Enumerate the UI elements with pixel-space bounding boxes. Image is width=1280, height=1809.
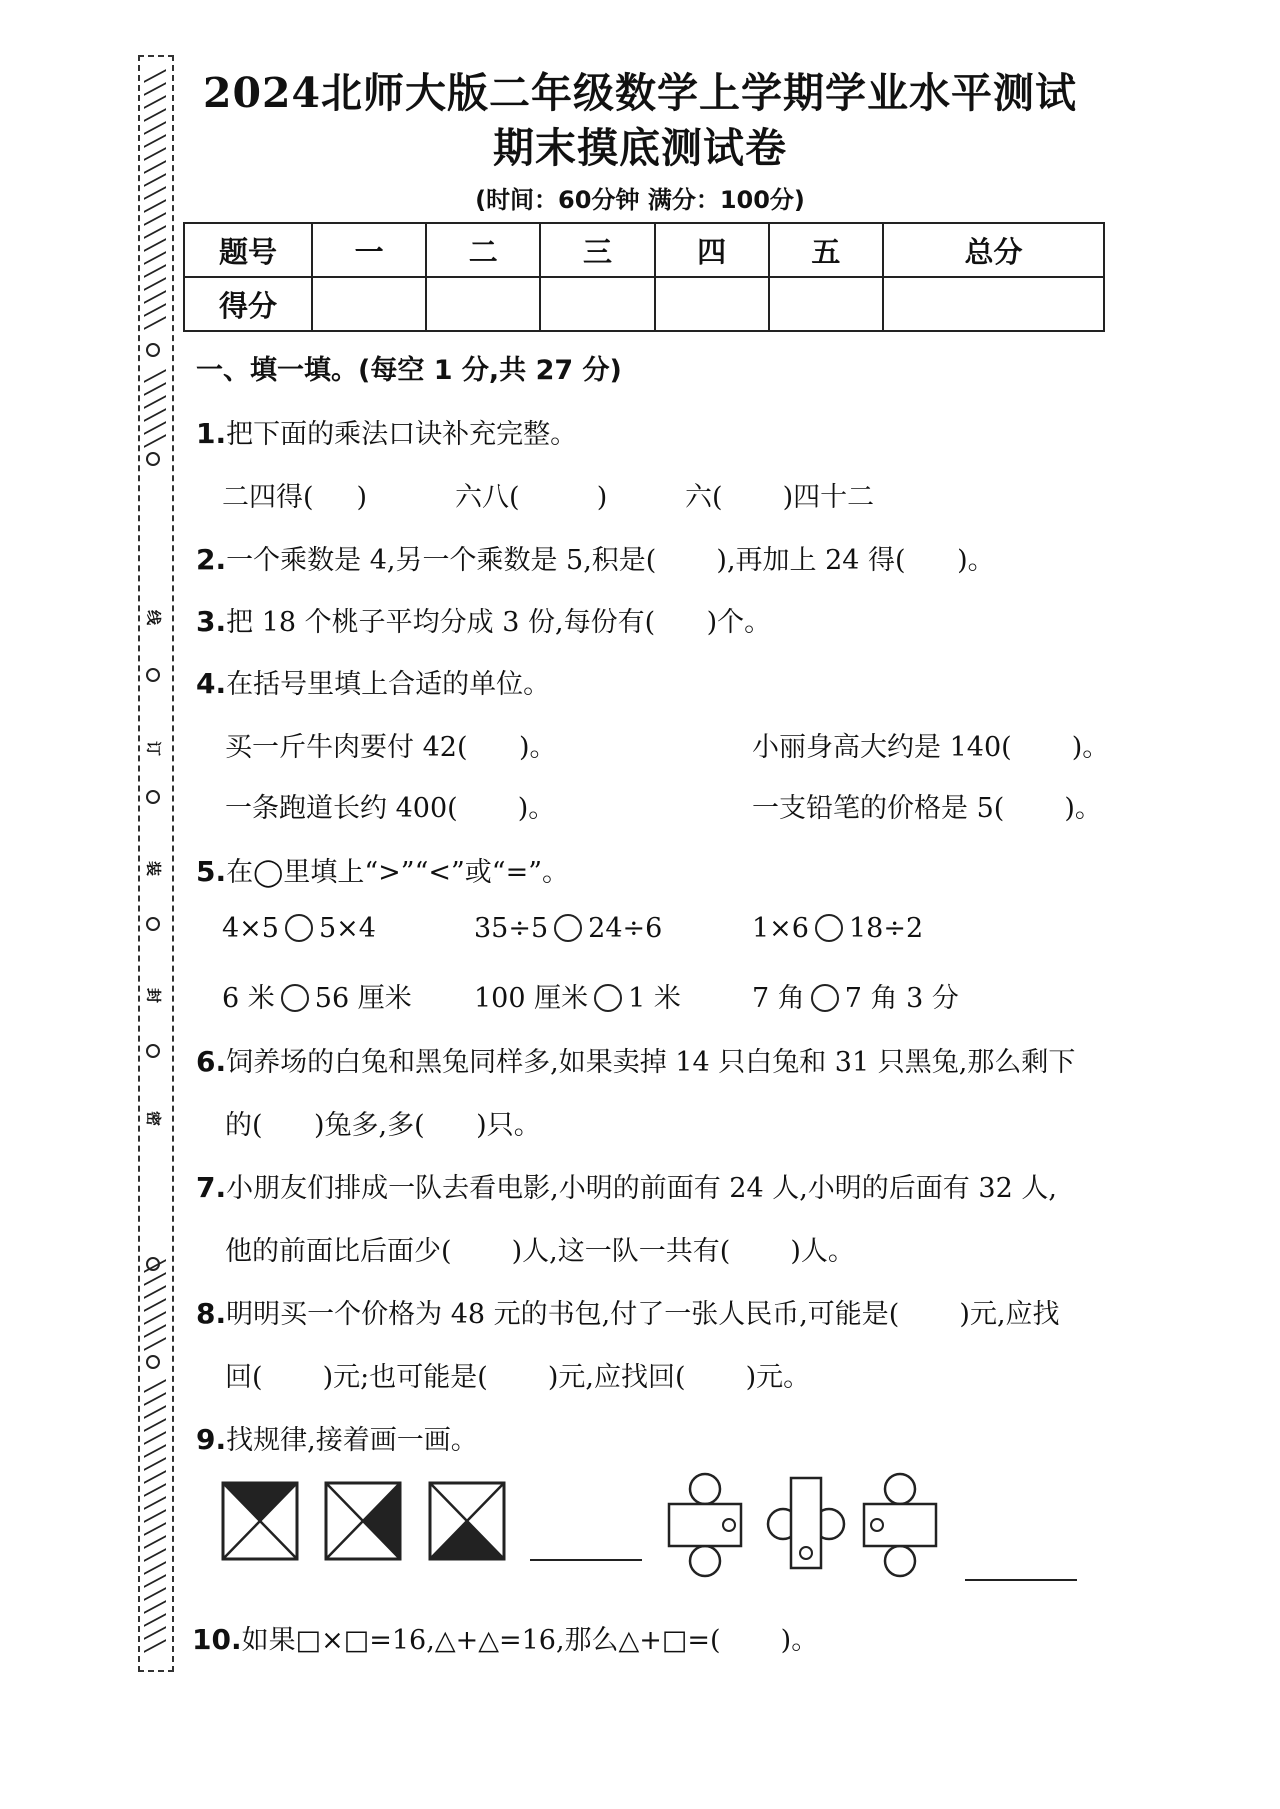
score-table-header-row: [184, 223, 1104, 277]
pattern-circle-rect-icon: [665, 1470, 745, 1580]
compare-circle-blank[interactable]: [281, 984, 309, 1012]
binding-hole-icon: [146, 668, 160, 682]
question-text-continued: 他的前面比后面少( )人,这一队一共有( )人。: [225, 1236, 855, 1267]
question-text: 在括号里填上合适的单位。: [226, 669, 551, 700]
question-text-continued: 回( )元;也可能是( )元,应找回( )元。: [225, 1362, 811, 1393]
comparison-right: 18÷2: [848, 913, 924, 944]
q4-item: 小丽身高大约是 140( )。: [752, 732, 1110, 763]
score-table: [183, 222, 1105, 332]
q1-item: 二四得( ): [222, 482, 367, 513]
score-table-header-cell: 总分: [883, 223, 1104, 277]
question-text: 小朋友们排成一队去看电影,小明的前面有 24 人,小明的后面有 32 人,: [226, 1173, 1057, 1204]
question-2: [196, 538, 995, 577]
pattern-answer-blank[interactable]: [530, 1559, 642, 1561]
score-cell[interactable]: [540, 277, 654, 331]
question-number: 9.: [196, 1423, 227, 1456]
question-text: 把 18 个桃子平均分成 3 份,每份有( )个。: [226, 607, 772, 638]
compare-circle-blank[interactable]: [811, 984, 839, 1012]
q4-item: 一条跑道长约 400( )。: [225, 793, 556, 824]
comparison-right: 24÷6: [588, 913, 663, 944]
compare-circle-blank[interactable]: [594, 984, 622, 1012]
comparison-left: 7 角: [752, 983, 805, 1014]
score-table-header-cell: 三: [540, 223, 654, 277]
binding-char-ding: 订: [144, 740, 163, 756]
comparison-item: [474, 976, 681, 1015]
q4-item: 一支铅笔的价格是 5( )。: [752, 793, 1102, 824]
compare-circle-blank[interactable]: [815, 914, 843, 942]
score-table-header-cell: 四: [655, 223, 769, 277]
compare-circle-blank[interactable]: [285, 914, 313, 942]
binding-hole-icon: [146, 452, 160, 466]
comparison-right: 7 角 3 分: [844, 983, 959, 1014]
comparison-right: 1 米: [628, 983, 681, 1014]
score-table-header-cell: 五: [769, 223, 883, 277]
score-cell[interactable]: [769, 277, 883, 331]
q1-item: 六( )四十二: [685, 482, 875, 513]
comparison-left: 35÷5: [474, 913, 549, 944]
pattern-square-bottom-shaded-icon: [427, 1480, 507, 1562]
question-number: 10.: [192, 1623, 242, 1656]
score-table-score-row: [184, 277, 1104, 331]
question-5: [196, 850, 569, 889]
binding-char-feng: 封: [144, 987, 163, 1003]
binding-char-xian: 线: [144, 609, 163, 625]
question-text: 把下面的乘法口诀补充完整。: [226, 419, 578, 450]
question-number: 1.: [196, 417, 227, 450]
question-1: [196, 412, 577, 451]
comparison-item: [752, 913, 923, 944]
question-text: 一个乘数是 4,另一个乘数是 5,积是( ),再加上 24 得( )。: [226, 545, 995, 576]
question-8: [196, 1292, 1060, 1331]
question-text: 在◯里填上“>”“<”或“=”。: [226, 857, 570, 888]
question-number: 6.: [196, 1045, 227, 1078]
compare-circle-blank[interactable]: [554, 914, 582, 942]
page-title-line2: 期末摸底测试卷: [493, 124, 787, 172]
comparison-left: 4×5: [222, 913, 279, 944]
comparison-item: [222, 976, 412, 1015]
comparison-item: [222, 913, 376, 944]
score-cell[interactable]: [883, 277, 1104, 331]
question-number: 5.: [196, 855, 227, 888]
question-7: [196, 1166, 1057, 1205]
question-number: 4.: [196, 667, 227, 700]
pattern-square-right-shaded-icon: [323, 1480, 403, 1562]
binding-hole-icon: [146, 790, 160, 804]
score-table-header-cell: 题号: [184, 223, 312, 277]
question-6: [196, 1040, 1075, 1079]
question-10: [192, 1618, 818, 1657]
binding-hole-icon: [146, 1355, 160, 1369]
question-number: 3.: [196, 605, 227, 638]
question-9: [196, 1418, 478, 1457]
score-table-header-cell: 二: [426, 223, 540, 277]
question-4: [196, 662, 550, 701]
binding-hole-icon: [146, 917, 160, 931]
question-text: 找规律,接着画一画。: [226, 1425, 478, 1456]
section-title: 一、填一填。(每空 1 分,共 27 分): [196, 355, 622, 386]
comparison-item: [474, 913, 662, 944]
score-table-header-cell: 一: [312, 223, 426, 277]
binding-hole-icon: [146, 343, 160, 357]
score-cell[interactable]: [426, 277, 540, 331]
q4-item: 买一斤牛肉要付 42( )。: [225, 732, 557, 763]
binding-hole-icon: [146, 1044, 160, 1058]
comparison-left: 100 厘米: [474, 983, 589, 1014]
binding-char-zhuang: 装: [144, 860, 163, 876]
pattern-answer-blank[interactable]: [965, 1579, 1077, 1581]
score-cell[interactable]: [312, 277, 426, 331]
pattern-rect-vertical-icon: [765, 1474, 847, 1574]
comparison-right: 5×4: [318, 913, 376, 944]
question-text-continued: 的( )兔多,多( )只。: [225, 1110, 541, 1141]
score-cell[interactable]: [655, 277, 769, 331]
comparison-right: 56 厘米: [314, 983, 412, 1014]
binding-char-mi: 密: [144, 1110, 163, 1126]
question-number: 7.: [196, 1171, 227, 1204]
exam-info: (时间：60分钟 满分：100分): [475, 186, 805, 214]
q1-item: 六八( ): [455, 482, 608, 513]
comparison-left: 1×6: [752, 913, 809, 944]
comparison-item: [752, 976, 959, 1015]
question-number: 8.: [196, 1297, 227, 1330]
page-title: 2024北师大版二年级数学上学期学业水平测试: [202, 69, 1078, 117]
score-row-label: 得分: [184, 277, 312, 331]
pattern-square-top-shaded-icon: [220, 1480, 300, 1562]
question-3: [196, 600, 771, 639]
pattern-circle-rect-left-dot-icon: [860, 1470, 940, 1580]
question-text: 如果□×□=16,△+△=16,那么△+□=( )。: [241, 1625, 819, 1656]
question-text: 饲养场的白兔和黑兔同样多,如果卖掉 14 只白兔和 31 只黑兔,那么剩下: [226, 1047, 1076, 1078]
binding-hole-icon: [146, 1257, 160, 1271]
comparison-left: 6 米: [222, 983, 275, 1014]
question-number: 2.: [196, 543, 227, 576]
question-text: 明明买一个价格为 48 元的书包,付了一张人民币,可能是( )元,应找: [226, 1299, 1060, 1330]
